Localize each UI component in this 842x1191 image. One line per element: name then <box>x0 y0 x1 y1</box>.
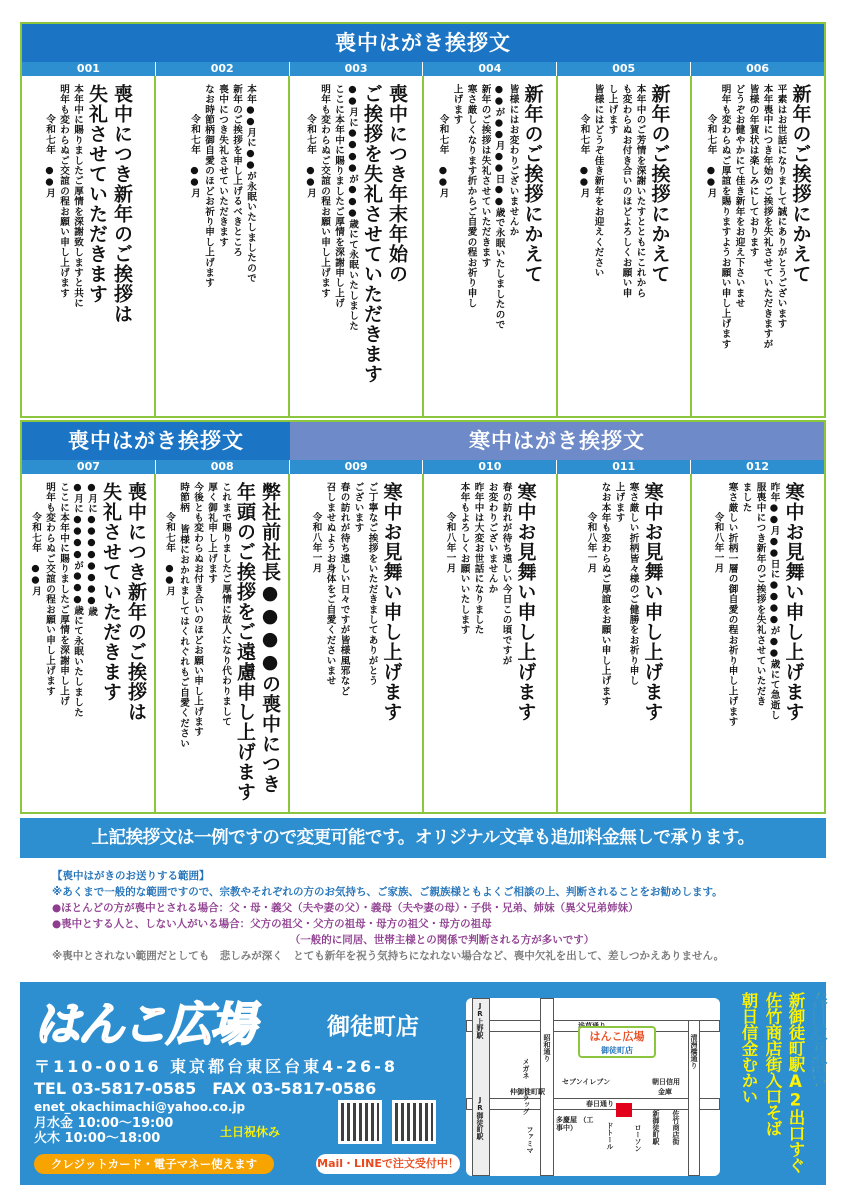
map-label: 佐竹商店街 <box>672 1110 680 1145</box>
order-badge: Mail・LINEで注文受付中！ <box>316 1154 460 1174</box>
card-number: 011 <box>557 460 691 474</box>
shop-holiday: 土日祝休み <box>220 1125 281 1139</box>
map-label: セブンイレブン <box>562 1078 611 1086</box>
map-label: JR御徒町駅 <box>476 1096 484 1140</box>
greeting-line: 皆様の年賀状は楽しみにしております <box>747 84 759 258</box>
card-number: 012 <box>746 460 770 473</box>
notes-title: 【喪中はがきのお送りする範囲】 <box>52 870 210 882</box>
card-number: 006 <box>746 62 770 75</box>
notes-line: ※喪中とされない範囲だとしても 悲しみが深く とても新年を祝う気持ちになれない場合など、喪中欠礼を出して、差しつかえありません。 <box>52 950 725 962</box>
greeting-heading: 喪中につき新年のご挨拶は <box>125 482 147 722</box>
greeting-card[interactable] <box>22 76 156 416</box>
greeting-line: 服喪中につき新年のご挨拶を失礼させていただき <box>754 482 766 707</box>
card-number: 009 <box>290 460 424 474</box>
greeting-line: 昨年中は大変お世話になりました <box>472 482 484 635</box>
qr-pattern <box>341 1103 379 1141</box>
direction-line: 朝日信金むかい <box>739 992 758 1104</box>
greeting-line: ここに本年中に賜りましたご厚情を深謝申し上げ <box>58 482 69 707</box>
greeting-line: 本年喪中につき年始のご挨拶を失礼させていただきますが <box>761 84 773 350</box>
hours-line: 火木 10:00〜18:00 <box>34 1131 161 1146</box>
section-mochu-1 <box>20 22 826 418</box>
greeting-card[interactable] <box>22 474 156 812</box>
greeting-card[interactable] <box>558 474 692 812</box>
greeting-line: 皆様にはどうぞ佳き新年をお迎えください <box>592 84 604 278</box>
greeting-date: 令和八年一月 <box>585 512 597 574</box>
greeting-line: 寒さ厳しい折柄皆々様のご健勝をお祈り申し <box>627 482 639 686</box>
notes-line: ●喪中とする人と、しない人がいる場合：父方の祖父・父方の祖母・母方の祖父・母方の祖母 <box>52 918 492 930</box>
card-number: 002 <box>156 62 290 76</box>
greeting-date: 令和七年 ●●月 <box>578 114 590 199</box>
greeting-line: 厚く御礼申し上げます <box>206 482 217 584</box>
greeting-line: 本年中のご芳情を深謝いたすとともにこれから <box>634 84 646 299</box>
card-row <box>22 474 824 812</box>
card-number-row <box>22 62 824 76</box>
customization-banner: 上記挨拶文は一例ですので変更可能です。オリジナル文章も追加料金無しで承ります。 <box>20 818 826 858</box>
greeting-card[interactable] <box>290 474 424 812</box>
map-label: 金庫 <box>658 1088 672 1096</box>
card-number: 008 <box>156 460 290 474</box>
greeting-line: 昨年●●月●●日に●●●●が●●歳にて急逝し <box>768 482 780 721</box>
map-label: JR上野駅 <box>476 1002 484 1039</box>
greeting-line: 平素はお世話になりまして誠にありがとうございます <box>775 84 787 329</box>
greeting-line: 新年のご挨拶は失礼させていただきます <box>479 84 491 268</box>
greeting-date: 令和八年一月 <box>444 512 456 574</box>
map-store-branch: 御徒町店 <box>601 1046 633 1055</box>
section-title: 喪中はがき挨拶文 <box>22 24 824 62</box>
greeting-heading: 喪中につき新年のご挨拶は <box>111 84 133 324</box>
map-label: メガネ ドラッグ <box>522 1058 530 1115</box>
greeting-date: 令和七年 ●●月 <box>305 114 316 199</box>
shop-address: 〒110-0016 東京都台東区台東4-26-8 <box>34 1057 398 1076</box>
shop-tel: TEL 03-5817-0585 FAX 03-5817-0586 <box>34 1079 377 1098</box>
greeting-line: 寒さ厳しくなります折からご自愛の程お祈り申し <box>465 84 477 309</box>
notes-line: ●ほとんどの方が喪中とされる場合：父・母・義父（夫や妻の父）・義母（夫や妻の母）・子供・兄弟、姉妹（異父兄弟姉妹） <box>52 902 639 914</box>
map-road <box>540 998 554 1176</box>
map-label: ローソン <box>634 1124 642 1152</box>
greeting-card[interactable] <box>424 76 558 416</box>
map-label: ファミマ <box>526 1126 534 1154</box>
map-label: 朝日信用 <box>652 1078 680 1086</box>
direction-line: 春日通り沿い <box>808 992 827 1088</box>
greeting-heading: 寒中お見舞い申し上げます <box>514 482 537 722</box>
shop-info <box>20 982 826 1185</box>
greeting-line: 春の訪れが待ち遠しい今日この頃ですが <box>500 482 512 666</box>
direction-line: 新御徒町駅A2出口すぐ <box>786 992 805 1173</box>
map-label: 昭和通り <box>543 1034 551 1062</box>
greeting-card[interactable] <box>156 474 290 812</box>
greeting-line: どうぞお健やかにて佳き新年をお迎え下さいませ <box>733 84 745 309</box>
qr-pattern <box>395 1103 433 1141</box>
greeting-line: 新年のご挨拶を申し上げるべきところ <box>231 84 242 258</box>
section-title-mochu: 喪中はがき挨拶文 <box>22 422 290 460</box>
greeting-line: 皆様にはお変わりございませんか <box>507 84 519 237</box>
range-notes <box>52 868 832 964</box>
card-row <box>22 76 824 416</box>
card-number: 007 <box>22 460 156 474</box>
card-number: 005 <box>557 62 691 76</box>
map-store-name: はんこ広場 <box>589 1030 645 1043</box>
greeting-card[interactable] <box>290 76 424 416</box>
card-number: 010 <box>423 460 557 474</box>
map-label: 新御徒町駅 <box>652 1110 660 1145</box>
greeting-heading: 喪中につき年末年始の <box>386 84 408 284</box>
greeting-line: 召しませぬようお身体をご自愛くださいませ <box>324 482 336 686</box>
greeting-line: 明年も変わらぬご厚誼を賜りますようお願い申し上げます <box>719 84 731 350</box>
greeting-line: ●●月に●●●●が●●●歳にて永眠いたしました <box>347 84 358 332</box>
greeting-heading: ご挨拶を失礼させていただきます <box>361 84 383 384</box>
greeting-line: し上げます <box>606 84 618 135</box>
greeting-line: ●月に●●●●が●●●歳にて永眠いたしました <box>72 482 83 718</box>
map-label: ドトール <box>606 1122 614 1150</box>
qr-code-mail[interactable] <box>338 1100 382 1144</box>
greeting-heading: 新年のご挨拶にかえて <box>789 84 812 284</box>
direction-line: 佐竹商店街入口そば <box>763 992 782 1136</box>
greeting-line: 明年も変わらぬご交誼の程お願い申し上げます <box>44 482 55 697</box>
greeting-heading: 新年のご挨拶にかえて <box>648 84 671 284</box>
greeting-card[interactable] <box>558 76 692 416</box>
section-title-kanchu: 寒中はがき挨拶文 <box>290 422 824 460</box>
greeting-line: 喪中につき失礼させていただきます <box>217 84 228 248</box>
hours-line: 月水金 10:00〜19:00 <box>34 1116 174 1131</box>
greeting-line: 春の訪れが待ち遠しい日々ですが皆様風邪など <box>338 482 350 697</box>
card-number: 003 <box>290 62 424 76</box>
greeting-line: ここに本年中に賜りましたご厚情を深謝申し上げ <box>333 84 344 309</box>
greeting-date: 令和八年一月 <box>310 512 322 574</box>
greeting-line: 本年●●月に●●が永眠いたしましたので <box>245 84 256 284</box>
shop-email[interactable]: enet_okachimachi@yahoo.co.jp <box>34 1100 246 1114</box>
greeting-date: 令和七年 ●●月 <box>164 512 175 597</box>
notes-line: （一般的に同居、世帯主様との関係で判断される方が多いです） <box>289 934 595 946</box>
greeting-card[interactable] <box>692 474 824 812</box>
card-number: 001 <box>22 62 156 76</box>
greeting-line: 上げます <box>613 482 625 523</box>
greeting-line: お変わりございませんか <box>486 482 498 595</box>
greeting-date: 令和七年 ●●月 <box>705 114 717 199</box>
greeting-line: 今後とも変わらぬお付き合いのほどお願い申し上げます <box>192 482 203 737</box>
qr-code-line[interactable] <box>392 1100 436 1144</box>
notes-line: ※あくまで一般的な範囲ですので、宗教やそれぞれの方のお気持ち、ご家族、ご親族様ともよくご相談の上、判断されることをお勧めします。 <box>52 886 723 898</box>
greeting-line: 明年も変わらぬご交誼の程お願い申し上げます <box>58 84 69 299</box>
greeting-line: 本年中に賜りましたご厚情を深謝致しますと共に <box>72 84 83 309</box>
greeting-line: 時節柄 皆様におかれましてはくれぐれもご自愛ください <box>178 482 189 749</box>
greeting-date: 令和七年 ●●月 <box>30 512 41 597</box>
card-number-row <box>22 460 824 474</box>
greeting-line: 上げます <box>451 84 463 125</box>
map-store-marker <box>578 1026 656 1058</box>
greeting-line: 寒さ厳しい折柄一層の御自愛の程お祈り申し上げます <box>726 482 738 727</box>
map-label: 仲御徒町駅 <box>510 1088 545 1096</box>
greeting-date: 令和七年 ●●月 <box>44 114 55 199</box>
shop-logo: はんこ広場 <box>34 997 254 1051</box>
greeting-card[interactable] <box>424 474 558 812</box>
map-pin-icon <box>616 1103 632 1117</box>
greeting-date: 令和七年 ●●月 <box>189 114 200 199</box>
greeting-heading: 寒中お見舞い申し上げます <box>380 482 403 722</box>
payment-badge: クレジットカード・電子マネー使えます <box>34 1154 274 1174</box>
greeting-line: ●月に●●●●●●●●歳 <box>86 482 97 617</box>
map-label: 多慶屋 （工事中） <box>556 1116 594 1132</box>
greeting-line: ご丁寧なご挨拶をいただきましてありがとう <box>366 482 378 686</box>
greeting-line: これまで賜りましたご厚情に故人になり代わりまして <box>220 482 231 727</box>
greeting-card[interactable] <box>156 76 290 416</box>
greeting-line: なお時節柄御自愛のほどお祈り申し上げます <box>203 84 214 288</box>
greeting-date: 令和七年 ●●月 <box>437 114 449 199</box>
map-label: 清洲橋通り <box>690 1034 698 1069</box>
access-map <box>466 998 720 1176</box>
greeting-heading: 年頭のご挨拶をご遠慮申し上げます <box>234 482 256 802</box>
greeting-line: 本年もよろしくお願いいたします <box>458 482 470 635</box>
section-mochu-2 <box>20 420 826 814</box>
shop-hours <box>34 1116 173 1146</box>
greeting-date: 令和八年一月 <box>712 512 724 574</box>
greeting-heading: 弊社前社長●●●●の喪中につき <box>259 482 281 794</box>
greeting-heading: 失礼させていただきます <box>100 482 122 702</box>
greeting-heading: 新年のご挨拶にかえて <box>521 84 544 284</box>
greeting-line: ました <box>740 482 752 513</box>
shop-branch: 御徒町店 <box>327 1014 419 1040</box>
greeting-heading: 寒中お見舞い申し上げます <box>782 482 805 722</box>
greeting-line: なお本年も変わらぬご厚誼をお願い申し上げます <box>599 482 611 707</box>
greeting-heading: 寒中お見舞い申し上げます <box>641 482 664 722</box>
card-number: 004 <box>423 62 557 76</box>
greeting-line: も変わらぬお付き合いのほどよろしくお願い申 <box>620 84 632 299</box>
greeting-line: ●●が●●月●●日●●歳で永眠いたしましたので <box>493 84 505 330</box>
greeting-heading: 失礼させていただきます <box>86 84 108 304</box>
greeting-line: ございます <box>352 482 364 533</box>
map-label: 春日通り <box>586 1100 614 1108</box>
greeting-card[interactable] <box>692 76 824 416</box>
greeting-line: 明年も変わらぬご交誼の程お願い申し上げます <box>319 84 330 299</box>
